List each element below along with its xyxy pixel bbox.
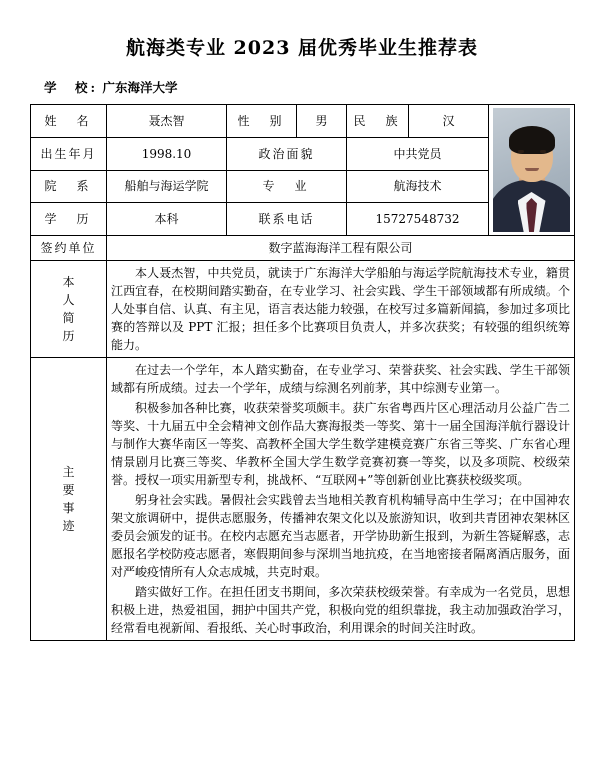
education-value: 本科 — [107, 203, 227, 236]
resume-content — [107, 261, 575, 358]
department-label: 院 系 — [31, 170, 107, 203]
photo-cell — [489, 105, 575, 236]
resume-label-char: 本 — [62, 275, 75, 289]
phone-label: 联系电话 — [227, 203, 347, 236]
deeds-content — [107, 358, 575, 641]
department-value: 船舶与海运学院 — [107, 170, 227, 203]
company-value: 数字蓝海海洋工程有限公司 — [107, 236, 575, 261]
deeds-label-char: 迹 — [62, 519, 75, 533]
photo-eye-right — [540, 150, 546, 153]
deeds-label-char: 主 — [62, 465, 75, 479]
gender-value: 男 — [297, 105, 347, 138]
deeds-paragraph: 在过去一个学年，本人踏实勤奋，在专业学习、荣誉获奖、社会实践、学生干部领域都有所成绩。过去一个学年，成绩与综测名列前茅，其中综测专业第一。 — [111, 363, 570, 395]
document-page — [0, 33, 604, 780]
deeds-paragraph: 躬身社会实践。暑假社会实践曾去当地相关教育机构辅导高中生学习；在中国神农架文旅调研中，提供志愿服务，传播神农架文化以及旅游知识，收到共青团神农架林区委员会颁发的证书。在校内志愿充当志愿者，开学协助新生报到，为新生答疑解惑，志愿报名学校防疫志愿者，寒假期间参与深圳当地抗疫，在当地密接者隔离酒店服务，面对严峻疫情所有人众志成城，共克时艰。 — [111, 493, 570, 579]
table-row — [31, 236, 575, 261]
deeds-label — [31, 358, 107, 641]
major-label: 专 业 — [227, 170, 347, 203]
portrait-photo — [493, 108, 570, 232]
resume-label-char: 人 — [62, 293, 75, 307]
resume-label — [31, 261, 107, 358]
photo-mouth — [525, 168, 539, 171]
photo-hair — [509, 126, 555, 154]
resume-label-char: 历 — [62, 329, 75, 343]
nation-label: 民 族 — [347, 105, 409, 138]
recommendation-table — [30, 104, 575, 641]
birth-value: 1998.10 — [107, 137, 227, 170]
education-label: 学 历 — [31, 203, 107, 236]
name-value: 聂杰智 — [107, 105, 227, 138]
school-value: 广东海洋大学 — [102, 80, 178, 95]
school-line — [30, 78, 574, 96]
deeds-paragraph: 积极参加各种比赛，收获荣誉奖项颇丰。获广东省粤西片区心理活动月公益广告二等奖、十九届五中全会精神文创作品大赛海报类一等奖、第十一届全国海洋航行器设计与制作大赛华南区一等奖、高教杯全国大学生数学建模竞赛广东省三等奖、广东省心理情景剧月比赛三等奖、华教杯全国大学生数学竞赛初赛一等奖，以及多项院、校级荣誉。授权一项实用新型专利，挑战杯、“互联网+”等创新创业比赛获校级奖项。 — [111, 401, 570, 487]
table-row — [31, 105, 575, 138]
political-label: 政治面貌 — [227, 137, 347, 170]
deeds-label-char: 要 — [62, 483, 75, 497]
phone-value: 15727548732 — [347, 203, 489, 236]
company-label: 签约单位 — [31, 236, 107, 261]
gender-label: 性 别 — [227, 105, 297, 138]
page-title: 航海类专业 2023 届优秀毕业生推荐表 — [125, 37, 479, 59]
table-row-deeds — [31, 358, 575, 641]
major-value: 航海技术 — [347, 170, 489, 203]
school-label: 学 校: — [44, 80, 99, 95]
table-row-resume — [31, 261, 575, 358]
nation-value: 汉 — [409, 105, 489, 138]
deeds-label-char: 事 — [62, 501, 75, 515]
birth-label: 出生年月 — [31, 137, 107, 170]
deeds-paragraph: 踏实做好工作。在担任团支书期间，多次荣获校级荣誉。有幸成为一名党员，思想积极上进，热爱祖国，拥护中国共产党，积极向党的组织靠拢，我主动加强政治学习，经常看电视新闻、看报纸、关心时事政治，利用课余的时间关注时政。 — [111, 585, 570, 635]
name-label: 姓 名 — [31, 105, 107, 138]
resume-paragraph: 本人聂杰智，中共党员，就读于广东海洋大学船舶与海运学院航海技术专业，籍贯江西宜春，在校期间踏实勤奋，在专业学习、社会实践、学生干部领域都有所成绩。个人处事自信、认真、有主见，语言表达能力较强，在校写过多篇新闻搞，参加过多项比赛的答辩以及 PPT 汇报；担任多个比赛项目负责人，并多次获奖；有较强的组织统筹能力。 — [111, 266, 570, 352]
photo-eye-left — [518, 150, 524, 153]
political-value: 中共党员 — [347, 137, 489, 170]
resume-label-char: 简 — [62, 311, 75, 325]
